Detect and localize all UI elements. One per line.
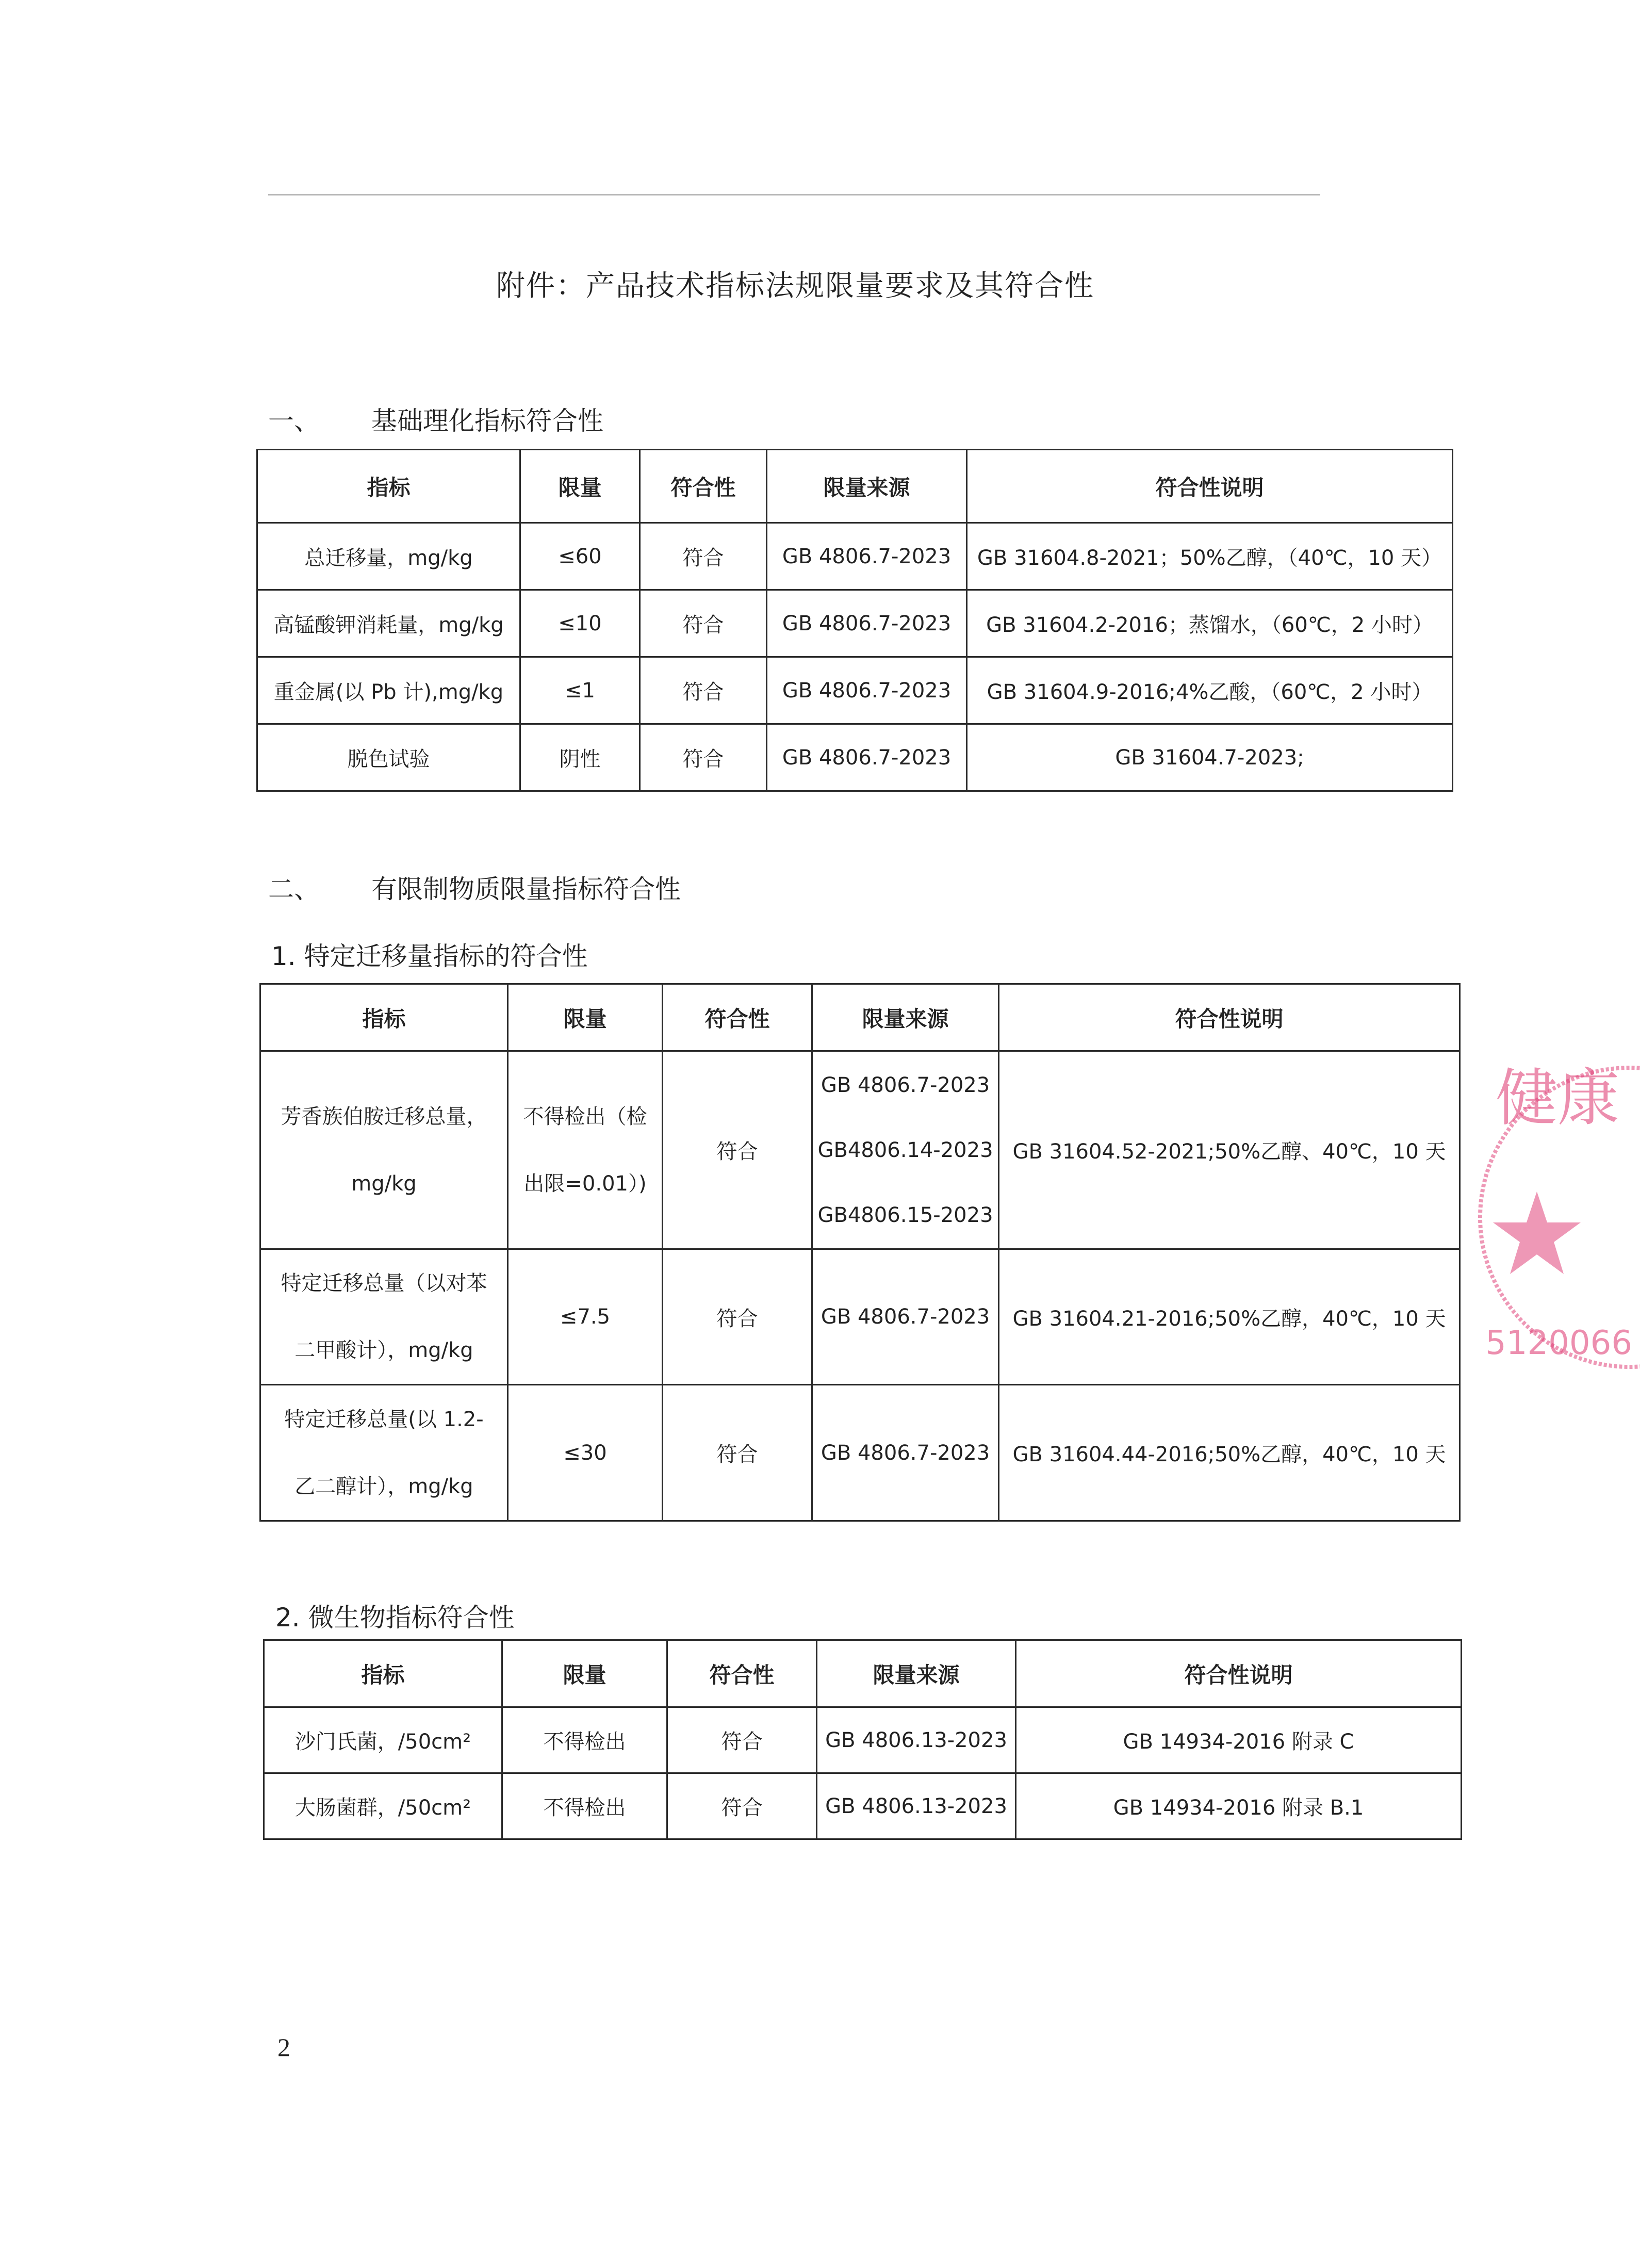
cell-limit: ≤7.5 [508,1249,663,1385]
table-microbiology [263,1639,1462,1840]
cell-conformity: 符合 [640,590,767,657]
cell-conformity-note: GB 31604.52-2021;50%乙醇、40℃，10 天 [999,1051,1460,1249]
table-row [257,724,1453,791]
cell-limit-source: GB 4806.13-2023 [817,1707,1016,1773]
header-conformity-note: 符合性说明 [967,450,1453,523]
cell-indicator: 总迁移量，mg/kg [257,523,520,590]
header-conformity: 符合性 [667,1640,817,1707]
cell-conformity-note: GB 14934-2016 附录 C [1016,1707,1462,1773]
cell-limit: 不得检出 [502,1773,667,1839]
cell-conformity-note: GB 31604.44-2016;50%乙醇，40℃，10 天 [999,1385,1460,1521]
header-limit-source: 限量来源 [767,450,967,523]
cell-limit-source [812,1051,999,1249]
cell-limit: 不得检出 [502,1707,667,1773]
table-row [257,590,1453,657]
header-conformity-note: 符合性说明 [999,984,1460,1051]
table-physicochemical [256,449,1453,792]
table-header-row [260,984,1460,1051]
cell-limit-source: GB 4806.7-2023 [767,657,967,724]
cell-indicator: 高锰酸钾消耗量，mg/kg [257,590,520,657]
cell-limit-line1: 不得检出（检 [523,1104,647,1129]
cell-indicator-line2: mg/kg [351,1171,417,1196]
header-limit: 限量 [502,1640,667,1707]
cell-limit-source-1: GB 4806.7-2023 [821,1073,990,1097]
table-row [260,1385,1460,1521]
table-specific-migration [259,983,1461,1522]
cell-limit-source: GB 4806.7-2023 [767,724,967,791]
table-row [264,1773,1462,1839]
section1-heading [268,400,603,437]
cell-indicator-line1: 特定迁移总量（以对苯 [281,1271,487,1295]
cell-conformity-note: GB 31604.8-2021；50%乙醇，（40℃，10 天） [967,523,1453,590]
cell-limit-source: GB 4806.13-2023 [817,1773,1016,1839]
header-conformity: 符合性 [663,984,812,1051]
cell-indicator: 脱色试验 [257,724,520,791]
cell-indicator: 重金属(以 Pb 计),mg/kg [257,657,520,724]
section2-title: 有限制物质限量指标符合性 [371,874,681,904]
cell-limit: 阴性 [520,724,640,791]
cell-limit-source: GB 4806.7-2023 [767,590,967,657]
section2-heading [268,869,681,906]
cell-conformity: 符合 [667,1773,817,1839]
cell-limit: ≤60 [520,523,640,590]
cell-conformity-note: GB 31604.21-2016;50%乙醇，40℃，10 天 [999,1249,1460,1385]
cell-conformity-note: GB 31604.7-2023; [967,724,1453,791]
header-limit-source: 限量来源 [812,984,999,1051]
header-conformity: 符合性 [640,450,767,523]
cell-conformity-note: GB 31604.9-2016;4%乙酸，（60℃，2 小时） [967,657,1453,724]
cell-indicator: 沙门氏菌，/50cm² [264,1707,502,1773]
cell-conformity: 符合 [663,1249,812,1385]
cell-limit-source: GB 4806.7-2023 [812,1249,999,1385]
header-limit: 限量 [508,984,663,1051]
cell-limit-source: GB 4806.7-2023 [812,1385,999,1521]
table-row [260,1249,1460,1385]
cell-limit: ≤30 [508,1385,663,1521]
cell-conformity: 符合 [663,1051,812,1249]
cell-indicator: 大肠菌群，/50cm² [264,1773,502,1839]
header-indicator: 指标 [264,1640,502,1707]
section1-number: 一、 [268,406,320,436]
stamp-text-bottom: 5120066 [1485,1324,1633,1362]
cell-limit-source: GB 4806.7-2023 [767,523,967,590]
cell-indicator-line2: 乙二醇计），mg/kg [294,1474,473,1498]
cell-conformity-note: GB 31604.2-2016；蒸馏水，（60℃，2 小时） [967,590,1453,657]
section3-heading: 2. 微生物指标符合性 [275,1603,515,1633]
section2-number: 二、 [268,874,320,904]
header-limit-source: 限量来源 [817,1640,1016,1707]
cell-limit: ≤1 [520,657,640,724]
cell-limit [508,1051,663,1249]
document-title: 附件：产品技术指标法规限量要求及其符合性 [496,269,1094,303]
cell-conformity: 符合 [667,1707,817,1773]
header-indicator: 指标 [260,984,508,1051]
section2-sub1-heading: 1. 特定迁移量指标的符合性 [271,941,588,971]
cell-conformity: 符合 [640,523,767,590]
cell-limit-line2: 出限=0.01）) [523,1171,647,1196]
cell-conformity: 符合 [640,657,767,724]
cell-indicator-line1: 特定迁移总量(以 1.2- [284,1407,484,1431]
cell-limit: ≤10 [520,590,640,657]
page-number: 2 [277,2033,290,2062]
cell-limit-source-3: GB4806.15-2023 [817,1203,993,1227]
cell-conformity-note: GB 14934-2016 附录 B.1 [1016,1773,1462,1839]
table-row [257,657,1453,724]
company-seal-stamp [1475,1042,1640,1403]
table-header-row [264,1640,1462,1707]
table-row [264,1707,1462,1773]
cell-conformity: 符合 [640,724,767,791]
cell-indicator [260,1051,508,1249]
header-limit: 限量 [520,450,640,523]
table-row [257,523,1453,590]
section1-title: 基础理化指标符合性 [371,406,603,436]
cell-indicator [260,1385,508,1521]
header-indicator: 指标 [257,450,520,523]
stamp-text-top: 健康 [1496,1063,1619,1134]
table-row [260,1051,1460,1249]
table-header-row [257,450,1453,523]
header-rule [268,194,1320,195]
cell-indicator [260,1249,508,1385]
cell-limit-source-2: GB4806.14-2023 [817,1138,993,1162]
cell-indicator-line2: 二甲酸计），mg/kg [294,1339,473,1362]
cell-conformity: 符合 [663,1385,812,1521]
cell-indicator-line1: 芳香族伯胺迁移总量， [281,1104,487,1129]
header-conformity-note: 符合性说明 [1016,1640,1462,1707]
